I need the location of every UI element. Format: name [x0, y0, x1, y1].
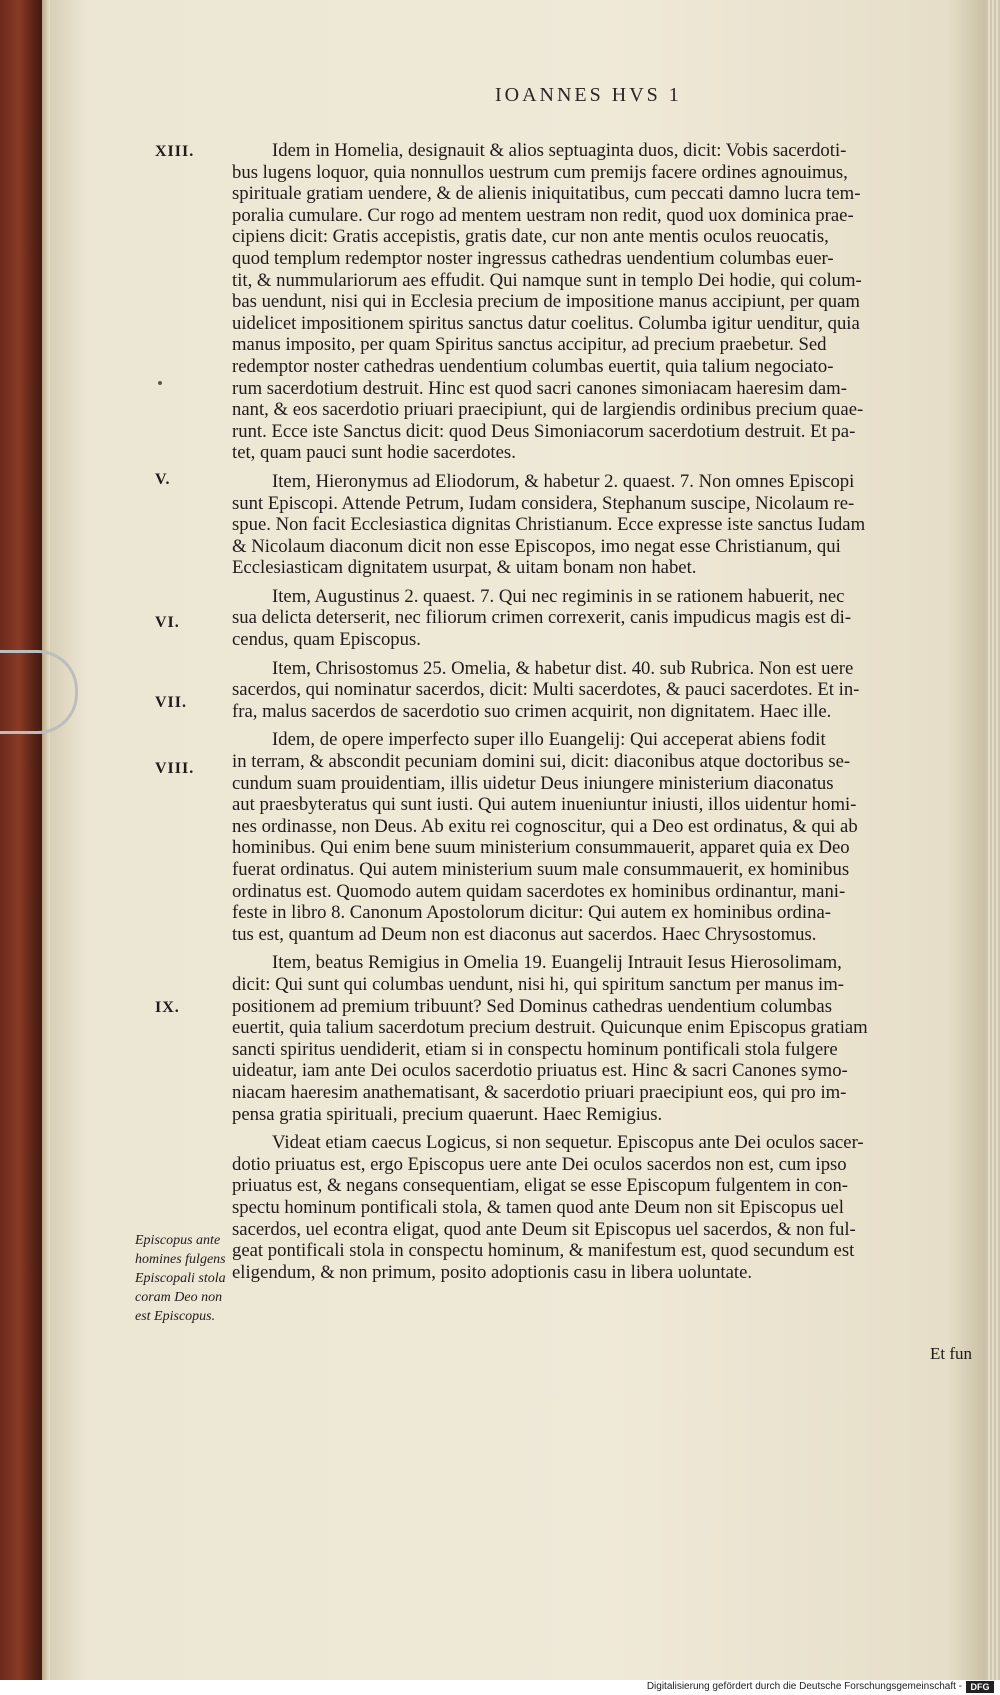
binding-edge: [42, 0, 50, 1680]
text-line: redemptor noster cathedras uendentium columbas euertit, quia talium negociato-: [232, 355, 834, 377]
text-line: uidelicet impositionem spiritus sanctus datur coelitus. Columba igitur uenditur, quia: [232, 312, 860, 334]
marginal-note-line: Episcopus ante: [135, 1233, 221, 1248]
text-line: niacam haeresim anathematisant, & sacerdotio priuari praecipiunt eos, qui pro im-: [232, 1081, 847, 1103]
running-head: [495, 84, 682, 107]
paragraph: [232, 952, 972, 1125]
text-line: Item, Chrisostomus 25. Omelia, & habetur dist. 40. sub Rubrica. Non est uere: [272, 657, 854, 679]
text-line: sancti spiritus uendiderit, etiam si in conspectu hominum pontificali stola fulgere: [232, 1038, 838, 1060]
section-numeral: VIII.: [155, 760, 195, 777]
text-line: sacerdos, qui nominatur sacerdos, dicit: Multi sacerdotes, & pauci sacerdotes. Et in-: [232, 679, 860, 701]
book-binding: [0, 0, 42, 1680]
marginal-note-line: est Episcopus.: [135, 1309, 216, 1324]
text-line: positionem ad premium tribuunt? Sed Dominus cathedras uendentium columbas: [232, 995, 832, 1017]
marginal-note-line: Episcopali stola: [135, 1271, 226, 1286]
text-line: runt. Ecce iste Sanctus dicit: quod Deus Simoniacorum sacerdotium destruit. Et pa-: [232, 420, 856, 442]
text-line: Ecclesiasticam dignitatem usurpat, & uitam bonam non habet.: [232, 557, 697, 579]
text-line: priuatus est, & negans consequentiam, eligat se esse Episcopum fulgentem in con-: [232, 1175, 849, 1197]
paragraph: [232, 586, 972, 651]
running-head-title: IOANNES HVS: [495, 84, 661, 106]
text-line: cundum suam prouidentiam, illis uidetur Deus iniungere ministerium diaconatus: [232, 772, 834, 794]
section-numeral: V.: [155, 471, 171, 488]
text-line: hominibus. Qui enim bene suum ministerium consummauerit, apparet quia ex Deo: [232, 837, 850, 859]
text-line: dotio priuatus est, ergo Episcopus uere ante Dei oculos sacerdos non est, cum ipso: [232, 1153, 847, 1175]
text-line: tus est, quantum ad Deum non est diaconus aut sacerdos. Haec Chrysostomus.: [232, 923, 817, 945]
text-line: cendus, quam Episcopus.: [232, 629, 421, 651]
marginal-note-line: homines fulgens: [135, 1252, 226, 1267]
text-line: Item, Augustinus 2. quaest. 7. Qui nec regiminis in se rationem habuerit, nec: [272, 585, 845, 607]
text-line: aut praesbyteratus qui sunt iusti. Qui autem inueniuntur iniusti, illos uidentur homi-: [232, 794, 857, 816]
main-text: [232, 140, 972, 1283]
folio-number: 1: [668, 84, 682, 106]
text-line: fra, malus sacerdos de sacerdotio suo crimen acquirit, non dignitatem. Haec ille.: [232, 700, 832, 722]
text-line: Videat etiam caecus Logicus, si non sequetur. Episcopus ante Dei oculos sacer-: [272, 1132, 864, 1154]
paragraph: [232, 1132, 972, 1283]
paragraph: [232, 471, 972, 579]
text-line: feste in libro 8. Canonum Apostolorum dicitur: Qui autem ex hominibus ordina-: [232, 902, 831, 924]
marginal-note-line: coram Deo non: [135, 1290, 223, 1305]
text-line: sua delicta deterserit, nec filiorum crimen correxerit, canis impudicus magis est di-: [232, 607, 852, 629]
text-line: sunt Episcopi. Attende Petrum, Iudam considera, Stephanum suscipe, Nicolaum re-: [232, 492, 855, 514]
text-line: sacerdos, uel econtra eligat, quod ante Deum sit Episcopus uel sacerdos, & non ful-: [232, 1218, 856, 1240]
marginal-note: [135, 1231, 253, 1326]
text-line: bas uendunt, nisi qui in Ecclesia precium de impositione manus accipiunt, per quam: [232, 291, 860, 313]
text-line: dicit: Qui sunt qui columbas uendunt, nisi hi, qui spiritum sanctum per manus im-: [232, 973, 844, 995]
dfg-logo: DFG: [966, 1681, 994, 1693]
page-clip: [0, 650, 78, 734]
text-line: cipiens dicit: Gratis accepistis, gratis date, cur non ante mentis oculos reuocatis,: [232, 226, 829, 248]
text-line: euertit, quia talium sacerdotum precium destruit. Quicunque enim Episcopus gratiam: [232, 1017, 868, 1039]
text-line: Item, beatus Remigius in Omelia 19. Euangelij Intrauit Iesus Hierosolimam,: [272, 952, 842, 974]
text-line: uideatur, iam ante Dei oculos sacerdotio priuatus est. Hinc & sacri Canones symo-: [232, 1060, 848, 1082]
section-numeral: XIII.: [155, 143, 195, 160]
text-line: eligendum, & non primum, posito adoptionis casu in libera uoluntate.: [232, 1261, 753, 1283]
text-line: tet, quam pauci sunt hodie sacerdotes.: [232, 442, 516, 464]
catchword: Et fun: [930, 1344, 973, 1363]
text-line: geat pontificali stola in conspectu hominum, & manifestum est, quod secundum est: [232, 1240, 855, 1262]
text-line: nant, & eos sacerdotio priuari praecipiunt, qui de largiendis ordinibus precium quae-: [232, 399, 864, 421]
text-line: spirituale gratiam uendere, & de alienis iniquitatibus, cum peccati damno lucra tem-: [232, 183, 861, 205]
text-line: rum sacerdotium destruit. Hinc est quod sacri canones simoniacam haeresim dam-: [232, 377, 847, 399]
text-line: & Nicolaum diaconum dicit non esse Episcopos, imo negat esse Christianum, qui: [232, 535, 841, 557]
text-line: in terram, & abscondit pecuniam domini sui, dicit: diaconibus atque doctoribus se-: [232, 751, 851, 773]
text-line: manus imposito, per quam Spiritus sanctus accipitur, ad precium praebetur. Sed: [232, 334, 827, 356]
section-numeral: IX.: [155, 999, 180, 1016]
text-line: ordinatus est. Quomodo autem quidam sacerdotes ex hominibus ordinantur, mani-: [232, 880, 846, 902]
text-line: Idem, de opere imperfecto super illo Euangelij: Qui acceperat abiens fodit: [272, 729, 826, 751]
text-line: nes ordinasse, non Deus. Ab exitu rei cognoscitur, qui a Deo est ordinatus, & qui ab: [232, 815, 858, 837]
text-line: fuerat ordinatus. Qui autem ministerium suum male consummauerit, ex hominibus: [232, 859, 850, 880]
page-edges: [986, 0, 1000, 1680]
funding-credit: Digitalisierung gefördert durch die Deutsche Forschungsgemeinschaft -: [646, 1681, 962, 1692]
text-line: pensa gratia spirituali, precium quaerunt. Haec Remigius.: [232, 1103, 663, 1125]
text-line: tit, & nummulariorum aes effudit. Qui namque sunt in templo Dei hodie, qui colum-: [232, 269, 862, 291]
text-line: quod templum redemptor noster ingressus cathedras uendentium columbas euer-: [232, 247, 834, 269]
paragraph: [232, 658, 972, 723]
section-numeral: VI.: [155, 614, 180, 631]
paragraph: [232, 140, 972, 464]
paragraph: [232, 729, 972, 945]
text-line: spectu hominum pontificali stola, & tamen quod ante Deum non sit Episcopus uel: [232, 1196, 844, 1218]
margin-mark: [158, 381, 162, 385]
text-line: Idem in Homelia, designauit & alios septuaginta duos, dicit: Vobis sacerdoti-: [272, 140, 847, 161]
text-line: poralia cumulare. Cur rogo ad mentem uestram non redit, quod uox dominica prae-: [232, 204, 854, 226]
text-line: Item, Hieronymus ad Eliodorum, & habetur 2. quaest. 7. Non omnes Episcopi: [272, 470, 855, 492]
text-line: spue. Non facit Ecclesiastica dignitas Christianum. Ecce expresse iste sanctus Iudam: [232, 514, 866, 536]
section-numeral: VII.: [155, 694, 188, 711]
text-line: bus lugens loquor, quia nonnullos uestrum cum premijs facere ordines agnouimus,: [232, 161, 848, 183]
